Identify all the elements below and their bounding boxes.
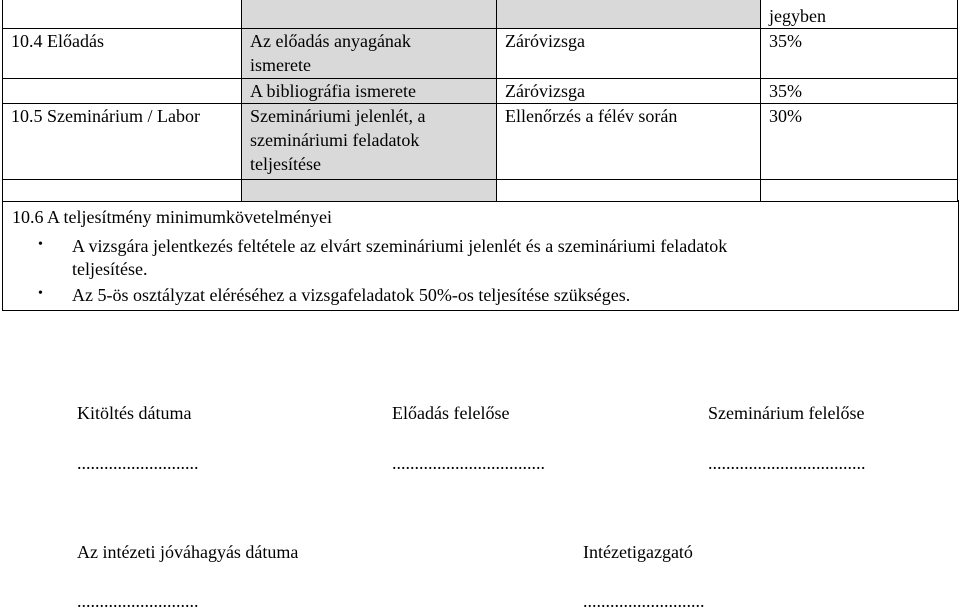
- bullet-icon: •: [38, 286, 43, 301]
- table-cell: [3, 180, 242, 202]
- table-cell: Ellenőrzés a félév során: [497, 104, 761, 180]
- table-cell: [497, 0, 761, 29]
- lecture-responsible-label: Előadás felelőse: [392, 403, 510, 423]
- table-cell: 10.5 Szeminárium / Labor: [3, 104, 242, 180]
- table-row: [3, 180, 958, 202]
- director-label: Intézetigazgató: [583, 542, 693, 562]
- table-cell: Az előadás anyagának ismerete: [242, 29, 497, 79]
- table-cell: 10.4 Előadás: [3, 29, 242, 79]
- table-cell: 35%: [761, 79, 958, 104]
- approval-date-dots: ...........................: [77, 591, 199, 611]
- table-row: [3, 104, 958, 180]
- table-row: [3, 0, 958, 29]
- table-cell: [761, 180, 958, 202]
- seminar-responsible-dots: ...................................: [708, 453, 866, 473]
- table-cell: Záróvizsga: [497, 79, 761, 104]
- director-dots: ...........................: [583, 591, 705, 611]
- list-item-text: teljesítése.: [72, 259, 148, 279]
- table-cell: [242, 180, 497, 202]
- date-dots: ...........................: [77, 453, 199, 473]
- table-cell: [3, 79, 242, 104]
- table-cell: A bibliográfia ismerete: [242, 79, 497, 104]
- requirements-title: 10.6 A teljesítmény minimumkövetelményei: [12, 207, 332, 227]
- table-row: [3, 29, 958, 79]
- table-cell: 35%: [761, 29, 958, 79]
- approval-date-label: Az intézeti jóváhagyás dátuma: [77, 542, 299, 562]
- assessment-table: [2, 0, 958, 202]
- bullet-icon: •: [38, 237, 43, 252]
- seminar-responsible-label: Szeminárium felelőse: [708, 403, 865, 423]
- list-item-text: Az 5-ös osztályzat eléréséhez a vizsgafeladatok 50%-os teljesítése szükséges.: [72, 285, 631, 305]
- table-row: [3, 79, 958, 104]
- lecture-responsible-dots: ..................................: [392, 453, 545, 473]
- date-label: Kitöltés dátuma: [77, 403, 192, 423]
- table-cell: [497, 180, 761, 202]
- table-cell: Záróvizsga: [497, 29, 761, 79]
- list-item-text: A vizsgára jelentkezés feltétele az elvárt szemináriumi jelenlét és a szemináriumi feladatok: [72, 236, 728, 256]
- table-cell: [242, 0, 497, 29]
- table-cell: jegyben: [761, 0, 958, 29]
- table-cell: [3, 0, 242, 29]
- table-cell: 30%: [761, 104, 958, 180]
- table-cell: Szemináriumi jelenlét, a szemináriumi feladatok teljesítése: [242, 104, 497, 180]
